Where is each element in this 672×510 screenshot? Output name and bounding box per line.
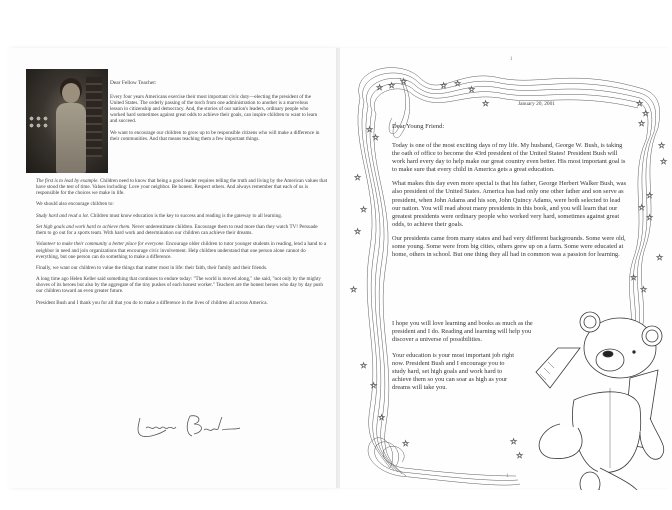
star-icon: ☆ xyxy=(400,77,408,86)
paragraph-text: President Bush and I thank you for all that you do to make a difference in the lives of children all across America. xyxy=(36,299,268,306)
body-paragraph xyxy=(36,178,328,196)
star-icon: ☆ xyxy=(468,85,476,94)
portrait-photo xyxy=(26,69,108,173)
paragraph-text: Children must know education is the key to success and reading is the gateway to all learning. xyxy=(89,212,283,219)
body-paragraph xyxy=(36,265,328,271)
page-number-top: 1 xyxy=(510,57,513,62)
young-friend-greeting: Dear Young Friend: xyxy=(392,123,445,130)
body-paragraph xyxy=(36,201,328,207)
star-icon: ☆ xyxy=(630,273,638,282)
letter-paragraph-5: Your education is your most important job right now. President Bush and I encourage you to study hard, set high goals and work hard to achieve them so you can soar as high as your dreams will take you. xyxy=(392,352,515,392)
star-icon: ☆ xyxy=(642,109,650,118)
star-icon: ☆ xyxy=(646,213,654,222)
flowers-image xyxy=(28,115,50,129)
star-icon: ☆ xyxy=(660,157,668,166)
paragraph-lead: Set high goals and work hard to achieve them. xyxy=(36,224,131,231)
star-icon: ☆ xyxy=(516,451,524,460)
star-icon: ☆ xyxy=(440,81,448,90)
star-icon: ☆ xyxy=(350,285,358,294)
paragraph-text: Never underestimate children. Encourage them to read more than they watch TV! Persuade them to go out for a sports team. With hard work and determination our children can achieve their dreams. xyxy=(36,224,318,237)
paragraph-text: Finally, we want our children to value the things that matter most in life: their faith, their family and their friends. xyxy=(36,264,268,271)
star-icon: ☆ xyxy=(402,439,410,448)
letter-paragraph-4: I hope you will love learning and books as much as the president and I do. Reading and learning will help you discover a universe of possibilities. xyxy=(392,320,533,344)
teacher-greeting: Dear Fellow Teacher: xyxy=(110,80,157,86)
young-friend-letter-body xyxy=(392,142,628,265)
star-icon: ☆ xyxy=(370,381,378,390)
body-paragraph xyxy=(36,300,328,306)
star-icon: ☆ xyxy=(656,253,664,262)
star-icon: ☆ xyxy=(636,99,644,108)
paragraph-text: We should also encourage children to: xyxy=(36,201,114,208)
star-icon: ☆ xyxy=(376,83,384,92)
star-icon: ☆ xyxy=(354,227,362,236)
star-icon: ☆ xyxy=(510,437,518,446)
body-paragraph xyxy=(36,276,328,294)
person-body-image xyxy=(56,103,86,173)
star-icon: ☆ xyxy=(482,99,490,108)
bookshelf-image xyxy=(86,77,102,157)
star-icon: ☆ xyxy=(360,361,368,370)
signature-laura-bush xyxy=(132,412,242,442)
star-icon: ☆ xyxy=(378,413,386,422)
star-icon: ☆ xyxy=(454,79,462,88)
paragraph-text: Encourage older children to tutor younger students in reading, lend a hand to a neighbor in need and join organizations that encourage civic involvement. Help children understand that one person alone cannot do everything, but one person can do something to make a difference. xyxy=(36,241,327,260)
letter-paragraph-2: What makes this day even more special is that his father, George Herbert Walker Bush, was also president of the United States. America has had only one other father and son serve as president, when John Adams and his son, John Quincy Adams, were both selected to lead our nation. You will read about many presidents in this book, and you will learn that our greatest presidents were ordinary people who worked very hard, sometimes against great odds, to achieve their goals. xyxy=(392,180,627,228)
paragraph-text: Children need to know that being a good leader requires telling the truth and living by the American values that have stood the test of time. Values including: Love your neighbor. Be honest. Respect others. And always remember that each of us is responsible for the choices we make in life. xyxy=(36,178,327,197)
right-page xyxy=(340,48,670,488)
intro-paragraph-1: Every four years Americans exercise their most important civic duty—electing the president of the United States. The orderly passing of the torch from one administration to another is a marvelous lesson in citizenship and democracy. And, the stories of our nation's leaders, ordinary people who worked hard sometimes against great odds to achieve their goals, can inspire children to want to learn and succeed. xyxy=(110,94,318,125)
body-paragraph xyxy=(36,224,328,236)
star-icon: ☆ xyxy=(638,203,646,212)
star-icon: ☆ xyxy=(640,285,648,294)
body-paragraph xyxy=(36,213,328,219)
paragraph-lead: Volunteer to make their community a better place for everyone. xyxy=(36,241,165,248)
body-paragraph xyxy=(36,241,328,259)
star-icon: ☆ xyxy=(366,125,374,134)
star-icon: ☆ xyxy=(360,205,368,214)
letter-paragraph-3: Our presidents came from many states and had very different backgrounds. Some were old, some young. Some were from big cities, others grew up on a farm. Some were educated at home, others in school. But one thing they all had in common was a passion for learning. xyxy=(392,234,626,259)
star-icon: ☆ xyxy=(638,119,646,128)
star-icon: ☆ xyxy=(658,141,666,150)
star-icon: ☆ xyxy=(388,81,396,90)
paragraph-text: A long time ago Helen Keller said something that continues to endure today: "The world is moved along," she said, "not only by the mighty shoves of its heroes but also by the aggregate of the tiny pushes of each honest worker." Teachers are the honest heroes who day by day push our children toward an even greater future. xyxy=(36,276,323,295)
paragraph-lead: The first is to lead by example. xyxy=(36,178,99,184)
star-icon: ☆ xyxy=(372,133,380,142)
star-icon: ☆ xyxy=(354,173,362,182)
person-head-image xyxy=(62,83,80,103)
teacher-intro xyxy=(110,94,320,147)
page-number-bottom: 1 xyxy=(506,474,509,479)
letter-paragraph-1: Today is one of the most exciting days of my life. My husband, George W. Bush, is taking the oath of office to become the 43rd president of the United States! President Bush will work hard every day to help make our great country even better. His most important goal is to make sure that every child in America gets a great education. xyxy=(392,142,626,174)
paragraph-lead: Study hard and read a lot. xyxy=(36,212,90,219)
intro-paragraph-2: We want to encourage our children to grow up to be responsible citizens who will make a difference in their communities. And that means teaching them a few important things. xyxy=(110,129,320,142)
star-icon: ☆ xyxy=(646,191,654,200)
letter-date: January 20, 2001 xyxy=(518,101,555,107)
teacher-letter-body xyxy=(36,178,328,311)
